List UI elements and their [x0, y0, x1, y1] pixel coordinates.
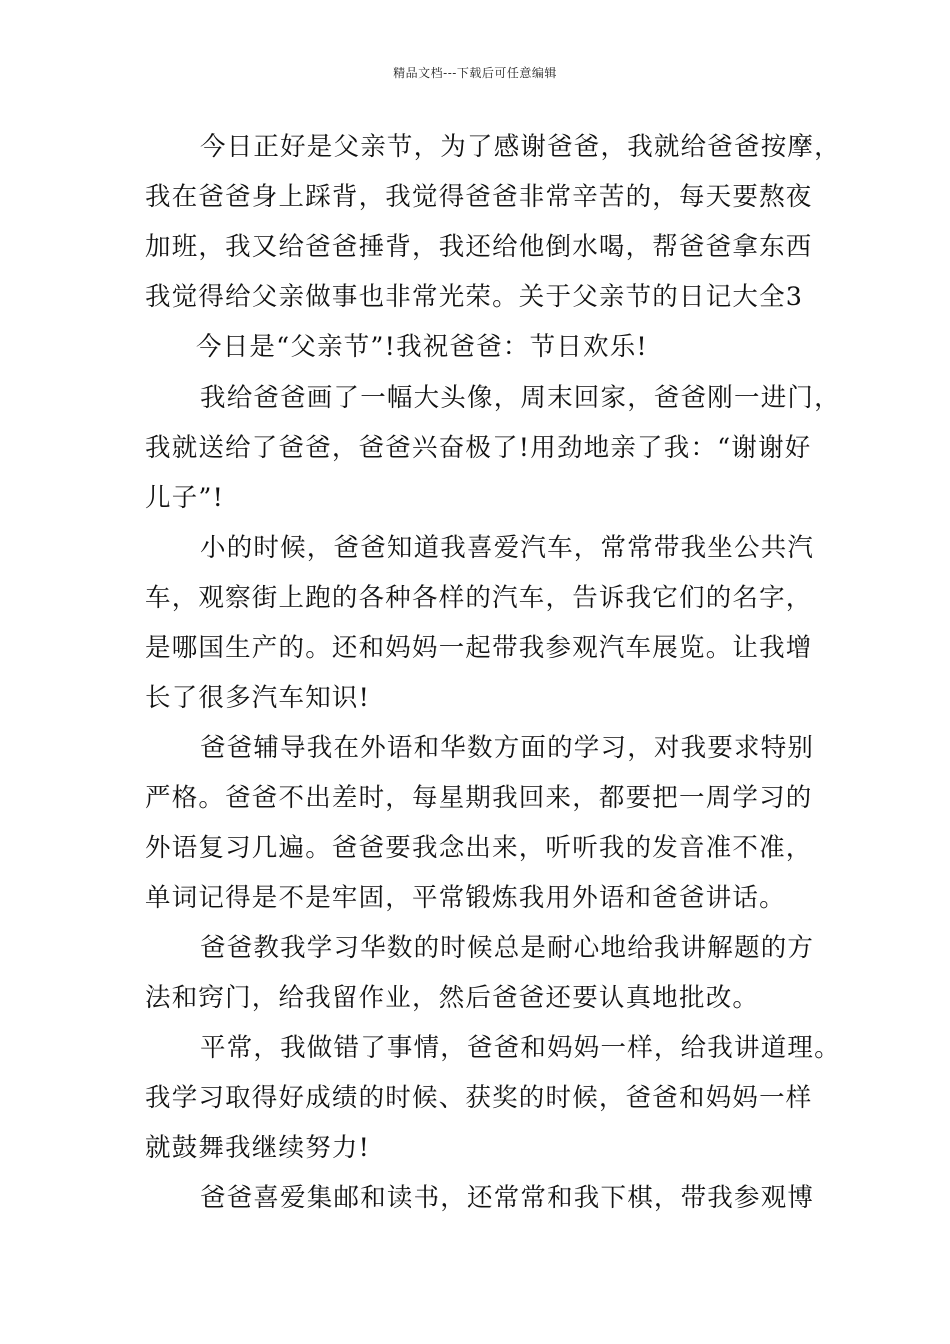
text-line: 我在爸爸身上踩背，我觉得爸爸非常辛苦的，每天要熬夜 — [145, 182, 813, 212]
text-line: 严格。爸爸不出差时，每星期我回来，都要把一周学习的 — [145, 783, 813, 813]
text-line: 我就送给了爸爸，爸爸兴奋极了!用劲地亲了我：“谢谢好 — [145, 433, 812, 463]
text-line: 加班，我又给爸爸捶背，我还给他倒水喝，帮爸爸拿东西 — [145, 232, 813, 262]
text-line: 我学习取得好成绩的时候、获奖的时候，爸爸和妈妈一样 — [145, 1083, 813, 1113]
text-line: 爸爸喜爱集邮和读书，还常常和我下棋，带我参观博 — [200, 1183, 815, 1213]
text-line: 今日是“父亲节”!我祝爸爸：节日欢乐! — [196, 332, 648, 362]
text-line: 长了很多汽车知识! — [145, 683, 371, 713]
text-line: 爸爸辅导我在外语和华数方面的学习，对我要求特别 — [200, 733, 815, 763]
text-line: 法和窍门，给我留作业，然后爸爸还要认真地批改。 — [145, 983, 760, 1013]
text-line: 就鼓舞我继续努力! — [145, 1133, 371, 1163]
text-line: 外语复习几遍。爸爸要我念出来，听听我的发音准不准， — [145, 833, 813, 863]
text-line: 儿子”! — [145, 483, 225, 513]
page-header: 精品文档---下载后可任意编辑 — [393, 66, 557, 80]
text-line: 爸爸教我学习华数的时候总是耐心地给我讲解题的方 — [200, 933, 815, 963]
text-line: 是哪国生产的。还和妈妈一起带我参观汽车展览。让我增 — [145, 633, 813, 663]
text-line: 小的时候，爸爸知道我喜爱汽车，常常带我坐公共汽 — [200, 533, 815, 563]
text-line: 平常，我做错了事情，爸爸和妈妈一样，给我讲道理。 — [200, 1033, 841, 1063]
text-line: 单词记得是不是牢固，平常锻炼我用外语和爸爸讲话。 — [145, 883, 786, 913]
text-line: 今日正好是父亲节，为了感谢爸爸，我就给爸爸按摩， — [200, 132, 841, 162]
text-line: 车，观察街上跑的各种各样的汽车，告诉我它们的名字， — [145, 583, 813, 613]
text-line: 我觉得给父亲做事也非常光荣。关于父亲节的日记大全3 — [145, 282, 804, 312]
text-line: 我给爸爸画了一幅大头像，周末回家，爸爸刚一进门， — [200, 383, 841, 413]
